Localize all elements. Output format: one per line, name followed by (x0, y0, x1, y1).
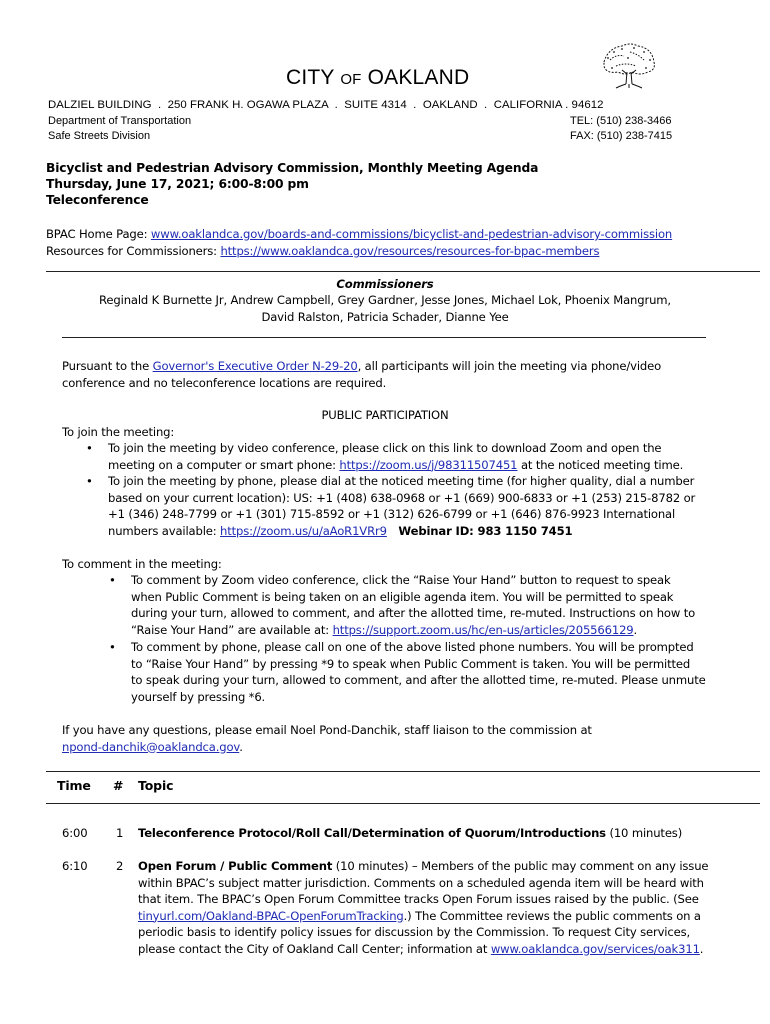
executive-order-link[interactable]: Governor's Executive Order N-29-20 (152, 359, 358, 373)
bullet-icon: • (109, 573, 116, 587)
oak311-link[interactable]: www.oaklandca.gov/services/oak311 (490, 941, 700, 956)
agenda-top-rule (46, 771, 760, 772)
international-numbers-link[interactable]: https://zoom.us/u/aAoR1VRr9 (220, 523, 387, 538)
city-title: CITY OF OAKLAND (286, 66, 470, 89)
commissioners-line-2: David Ralston, Patricia Schader, Dianne Yee (261, 310, 509, 324)
agenda-item-1-number: 1 (116, 826, 124, 840)
agenda-item-1-topic: Teleconference Protocol/Roll Call/Determination of Quorum/Introductions (10 minutes) (138, 826, 683, 840)
meeting-format: Teleconference (46, 193, 149, 207)
bullet-icon: • (86, 441, 93, 455)
agenda-item-1-time: 6:00 (62, 826, 88, 840)
join-phone-item: • To join the meeting by phone, please dial at the noticed meeting time (for higher quality, dial a number based on your current location): US: +1 (408) 638-0968 or +1 (669) 900-6833 or +1 (253) 215-8782 or +1 (346) 248-7799 or +1 (301) 715-8592 or +1 (312) 626-6799 or +1 (646) 876-9923 International numbers available: https://zoom.us/u/aAoR1VRr9 Webinar ID: 983 1150 7451 (86, 474, 696, 538)
comment-phone-item: • To comment by phone, please call on one of the above listed phone numbers. You will be prompted to “Raise Your Hand” by pressing *9 to speak when Public Comment is taken. You will be permitted to speak during your turn, allowed to comment, and after the allotted time, re-muted. Please unmute yourself by pressing *6. (109, 640, 706, 704)
resources-line: Resources for Commissioners: https://www.oaklandca.gov/resources/resources-for-bpac-members (46, 244, 600, 258)
staff-email-link[interactable]: npond-danchik@oaklandca.gov (62, 739, 240, 754)
resources-link[interactable]: https://www.oaklandca.gov/resources/resources-for-bpac-members (220, 244, 600, 258)
agenda-item-2-number: 2 (116, 859, 124, 873)
division: Safe Streets Division (48, 130, 151, 142)
webinar-id: Webinar ID: 983 1150 7451 (398, 523, 573, 538)
participation-heading: PUBLIC PARTICIPATION (321, 408, 449, 422)
zoom-meeting-link[interactable]: https://zoom.us/j/98311507451 (339, 457, 518, 472)
agenda-header-rule (46, 803, 760, 804)
raise-hand-instructions-link[interactable]: https://support.zoom.us/hc/en-us/articles/205566129 (332, 622, 634, 637)
bullet-icon: • (109, 640, 116, 654)
join-video-item: • To join the meeting by video conference, please click on this link to download Zoom and open the meeting on a computer or smart phone: https://zoom.us/j/98311507451 at the noticed meeting time. (86, 441, 684, 472)
agenda-header-time: Time (57, 778, 91, 793)
agenda-header-topic: Topic (138, 778, 174, 793)
commissioners-line-1: Reginald K Burnette Jr, Andrew Campbell, Grey Gardner, Jesse Jones, Michael Lok, Phoenix Mangrum, (99, 293, 671, 307)
join-label: To join the meeting: (62, 425, 175, 439)
divider-commissioners (62, 337, 706, 338)
oak-tree-logo (596, 40, 660, 92)
bullet-icon: • (86, 474, 93, 488)
comment-label: To comment in the meeting: (62, 557, 222, 571)
meeting-title: Bicyclist and Pedestrian Advisory Commission, Monthly Meeting Agenda (46, 161, 539, 175)
open-forum-tracking-link[interactable]: tinyurl.com/Oakland-BPAC-OpenForumTracking (138, 908, 404, 923)
commissioners-heading: Commissioners (336, 277, 434, 291)
questions-paragraph: If you have any questions, please email Noel Pond-Danchik, staff liaison to the commission at npond-danchik@oaklandca.gov. (62, 723, 592, 754)
telephone: TEL: (510) 238-3466 (570, 115, 672, 127)
agenda-item-2-time: 6:10 (62, 859, 88, 873)
divider-top (46, 271, 760, 272)
department: Department of Transportation (48, 115, 192, 127)
address-line: DALZIEL BUILDING . 250 FRANK H. OGAWA PLAZA . SUITE 4314 . OAKLAND . CALIFORNIA . 94612 (48, 99, 604, 111)
agenda-item-2-topic: Open Forum / Public Comment (10 minutes) – Members of the public may comment on any issue within BPAC’s subject matter jurisdiction. Comments on a scheduled agenda item will be heard with that item. The BPAC’s Open Forum Committee tracks Open Forum issues raised by the public. (See tinyurl.com/Oakland-BPAC-OpenForumTracking.) The Committee reviews the public comments on a periodic basis to identify policy issues for discussion by the Commission. To request City services, please contact the City of Oakland Call Center; information at www.oaklandca.gov/services/oak311. (138, 859, 709, 956)
agenda-header-number: # (113, 778, 124, 793)
intro-paragraph: Pursuant to the Governor's Executive Order N-29-20, all participants will join the meeting via phone/video conference and no teleconference locations are required. (62, 359, 662, 390)
home-page-link[interactable]: www.oaklandca.gov/boards-and-commissions/bicyclist-and-pedestrian-advisory-commission (150, 227, 673, 241)
home-page-line: BPAC Home Page: www.oaklandca.gov/boards-and-commissions/bicyclist-and-pedestrian-advisory-commission (46, 227, 673, 241)
fax: FAX: (510) 238-7415 (570, 130, 673, 142)
comment-video-item: • To comment by Zoom video conference, click the “Raise Your Hand” button to request to speak when Public Comment is being taken on an eligible agenda item. You will be permitted to speak during your turn, allowed to comment, and after the allotted time, re-muted. Instructions on how to “Raise Your Hand” are available at: https://support.zoom.us/hc/en-us/articles/205566129. (109, 573, 696, 637)
meeting-date-time: Thursday, June 17, 2021; 6:00-8:00 pm (46, 177, 309, 191)
